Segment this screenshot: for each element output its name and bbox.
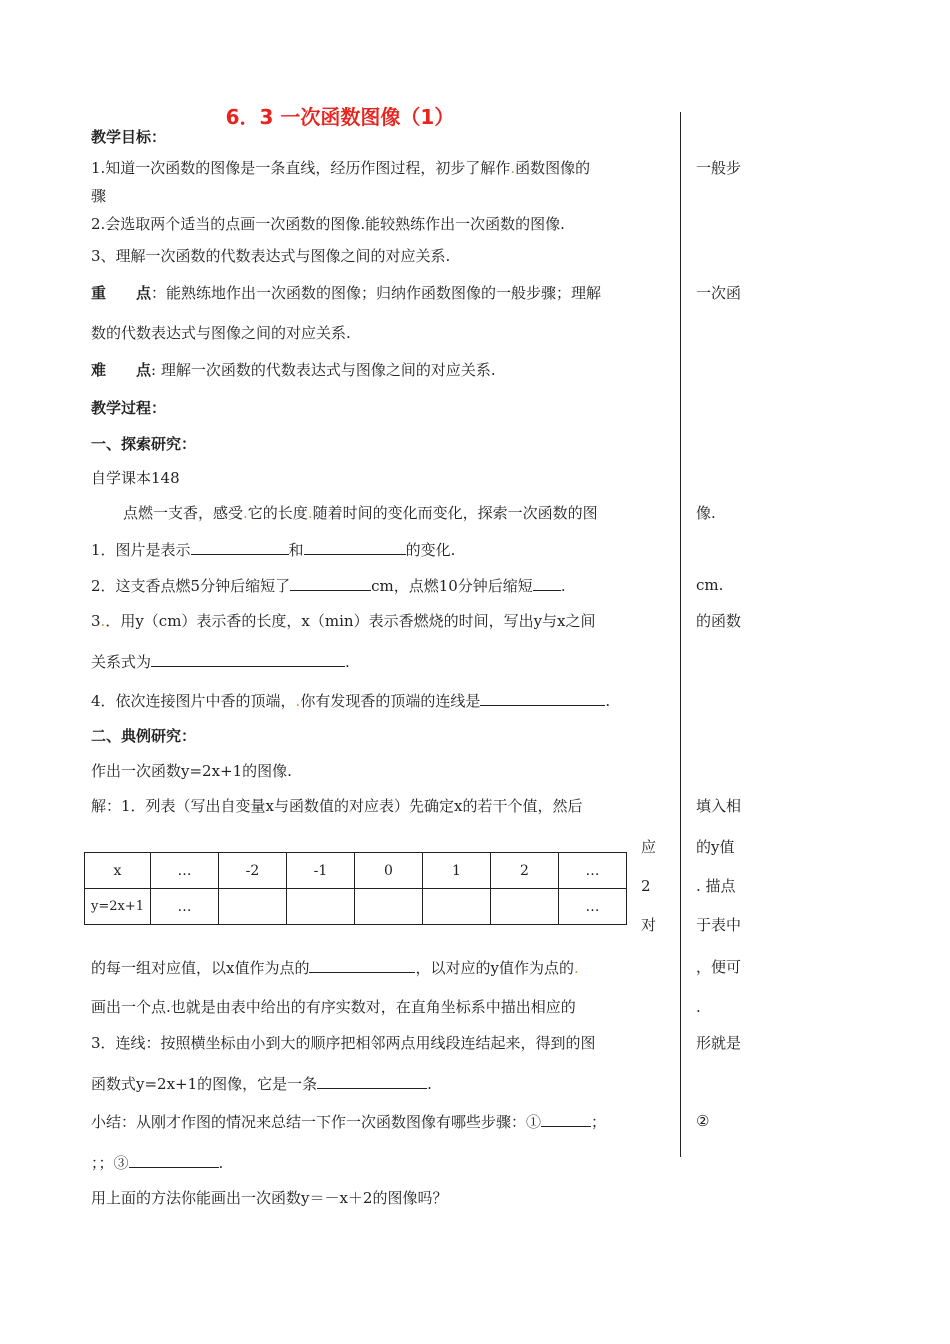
step-3: 3．连线：按照横坐标由小到大的顺序把相邻两点用线段连结起来，得到的图 [91, 1034, 596, 1052]
question-2: 2．这支香点燃5分钟后缩短了 cm，点燃10分钟后缩短 . [91, 577, 566, 595]
step-3-cont: 函数式y=2x+1的图像，它是一条 . [91, 1075, 432, 1093]
question-4: 4．依次连接图片中香的顶端，.你有发现香的顶端的连线是 . [91, 692, 611, 710]
goal-1-cont: 骤 [91, 187, 107, 205]
table-cell: x [85, 853, 151, 889]
table-cell: 0 [355, 853, 423, 889]
value-table [84, 852, 627, 925]
margin-text: 的函数 [696, 612, 742, 630]
table-cell: 2 [491, 853, 559, 889]
table-cell [491, 889, 559, 925]
table-cell: y=2x+1 [85, 889, 151, 925]
question-3: 3.．用y（cm）表示香的长度，x（min）表示香燃烧的时间，写出y与x之间 [91, 612, 596, 630]
table-row [85, 889, 627, 925]
question-3-cont: 关系式为 . [91, 653, 350, 671]
key-point-cont: 数的代数表达式与图像之间的对应关系. [91, 324, 351, 342]
example-task: 作出一次函数y=2x+1的图像. [91, 762, 292, 780]
process-heading: 教学过程： [91, 399, 167, 417]
wrap-text: 2 [641, 877, 651, 895]
table-cell: 1 [423, 853, 491, 889]
goal-2: 2.会选取两个适当的点画一次函数的图像.能较熟练作出一次函数的图像. [91, 215, 565, 233]
question-1: 1．图片是表示 和 的变化. [91, 541, 456, 559]
table-cell [423, 889, 491, 925]
table-cell [287, 889, 355, 925]
margin-text: . 描点 [696, 877, 736, 895]
margin-text: 像. [696, 504, 716, 522]
goals-heading: 教学目标： [91, 128, 167, 146]
key-point: 重 点：能熟练地作出一次函数的图像；归纳作函数图像的一般步骤；理解 [91, 284, 602, 302]
table-cell: … [559, 889, 627, 925]
table-row [85, 853, 627, 889]
page-title: 6．3 一次函数图像（1） [225, 105, 455, 129]
margin-divider [680, 112, 681, 1157]
final-question: 用上面的方法你能画出一次函数y＝－x＋2的图像吗？ [91, 1189, 448, 1207]
step-2-cont: 画出一个点.也就是由表中给出的有序实数对，在直角坐标系中描出相应的 [91, 998, 576, 1016]
margin-text: ，便可 [696, 958, 742, 976]
intro-text: 点燃一支香，感受.它的长度.随着时间的变化而变化，探索一次函数的图 [123, 504, 598, 522]
step-1: 解：1．列表（写出自变量x与函数值的对应表）先确定x的若干个值，然后 [91, 797, 583, 815]
table-cell [355, 889, 423, 925]
summary: 小结：从刚才作图的情况来总结一下作一次函数图像有哪些步骤：① ； [91, 1113, 607, 1131]
margin-text: ② [696, 1112, 710, 1130]
margin-text: cm. [696, 576, 724, 594]
wrap-text: 对 [641, 916, 657, 934]
goal-1: 1.知道一次函数的图像是一条直线，经历作图过程，初步了解作.函数图像的 [91, 159, 591, 177]
table-cell: … [151, 889, 219, 925]
summary-cont: ；；③ . [91, 1154, 224, 1172]
table-cell: -1 [287, 853, 355, 889]
section1-heading: 一、探索研究： [91, 435, 197, 453]
section2-heading: 二、典例研究： [91, 727, 197, 745]
margin-text: 一次函 [696, 284, 742, 302]
table-cell [219, 889, 287, 925]
margin-text: . [696, 998, 701, 1016]
margin-text: 的y值 [696, 838, 735, 856]
margin-text: 一般步 [696, 159, 742, 177]
wrap-text: 应 [641, 838, 657, 856]
table-cell: -2 [219, 853, 287, 889]
step-2: 的每一组对应值，以x值作为点的 ，以对应的y值作为点的. [91, 959, 579, 977]
margin-text: 形就是 [696, 1034, 742, 1052]
goal-3: 3、理解一次函数的代数表达式与图像之间的对应关系. [91, 247, 451, 265]
difficult-point: 难 点: 理解一次函数的代数表达式与图像之间的对应关系. [91, 361, 496, 379]
margin-text: 于表中 [696, 916, 742, 934]
table-cell: … [151, 853, 219, 889]
margin-text: 填入相 [696, 797, 742, 815]
table-cell: … [559, 853, 627, 889]
self-study: 自学课本148 [91, 469, 180, 487]
